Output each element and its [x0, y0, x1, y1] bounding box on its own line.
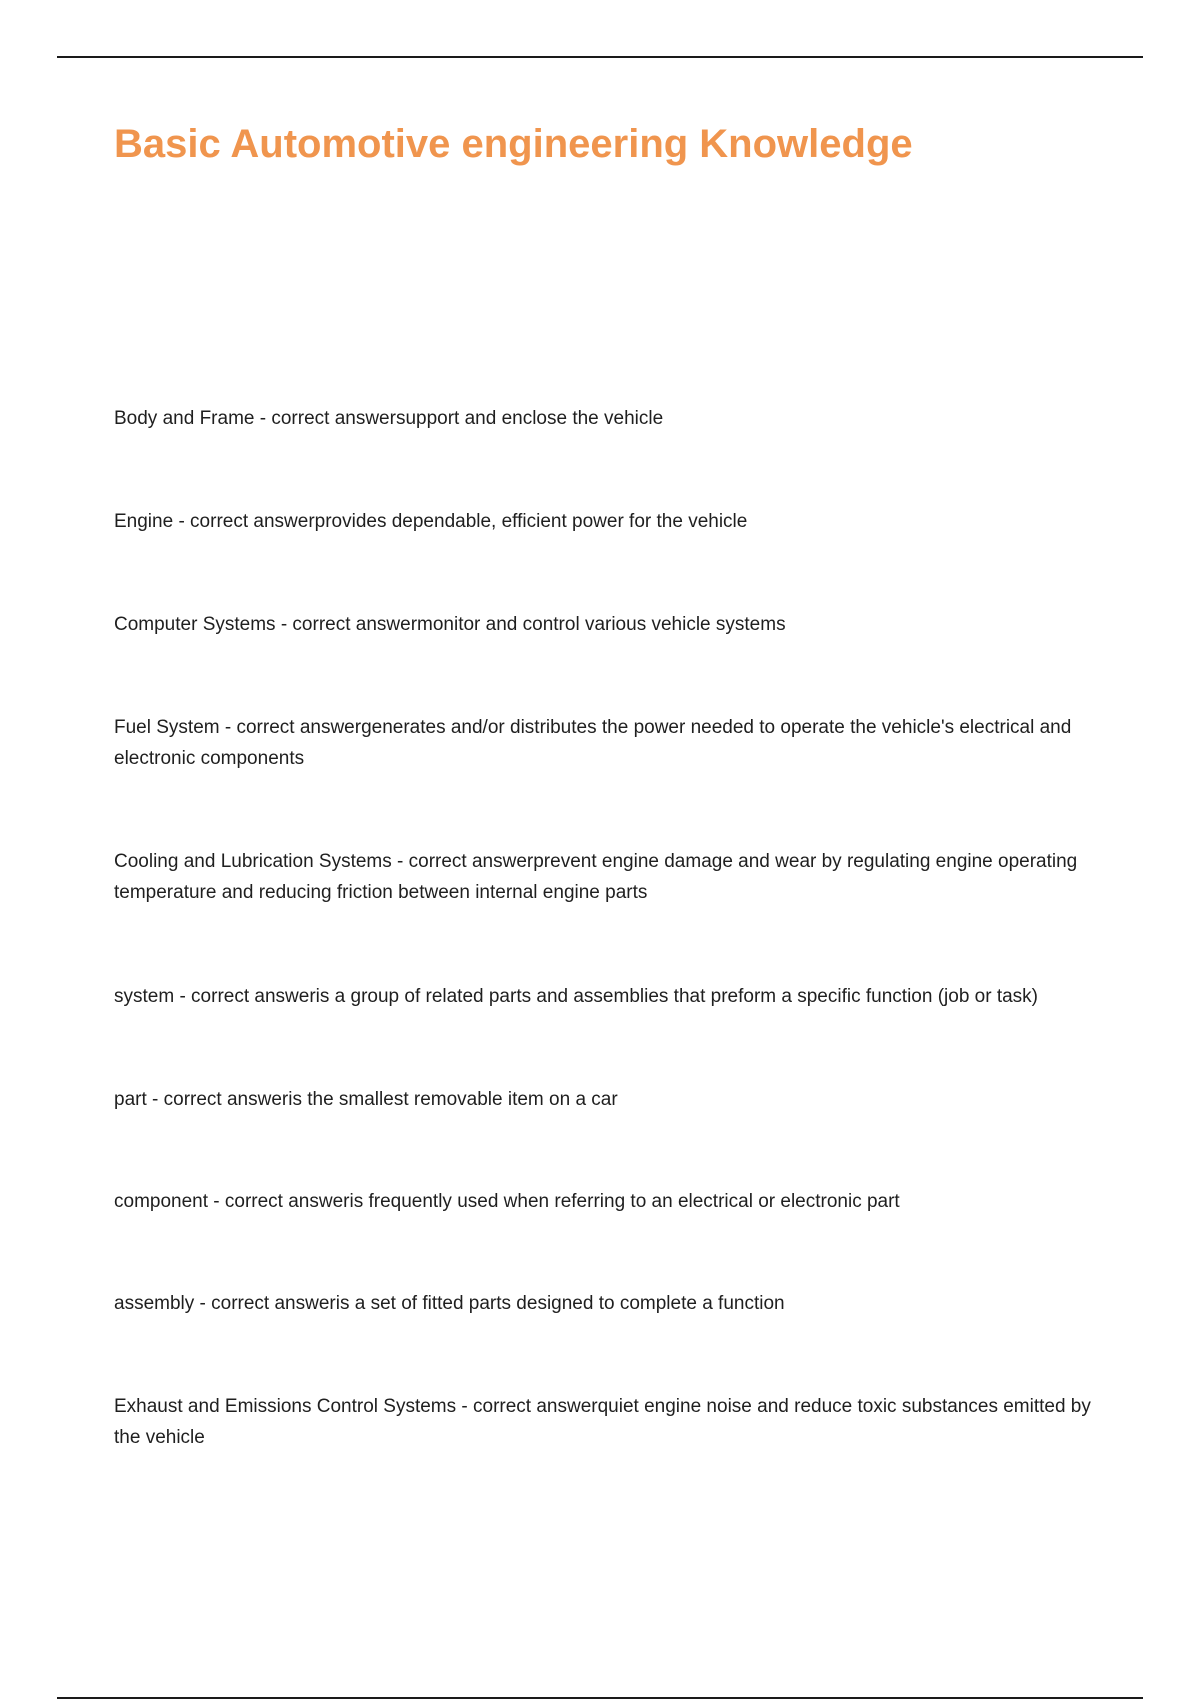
document-title: Basic Automotive engineering Knowledge	[114, 122, 913, 166]
entry-cooling-lubrication: Cooling and Lubrication Systems - correct answerprevent engine damage and wear by regulating engine operating temperature and reducing friction between internal engine parts	[114, 851, 1078, 903]
entry-exhaust-emissions: Exhaust and Emissions Control Systems - correct answerquiet engine noise and reduce toxic substances emitted by the vehicle	[114, 1396, 1091, 1448]
entry-assembly: assembly - correct answeris a set of fitted parts designed to complete a function	[114, 1293, 785, 1314]
entry-component: component - correct answeris frequently used when referring to an electrical or electronic part	[114, 1191, 900, 1212]
entry-part: part - correct answeris the smallest removable item on a car	[114, 1089, 618, 1110]
entry-fuel-system: Fuel System - correct answergenerates and/or distributes the power needed to operate the vehicle's electrical and electronic components	[114, 717, 1072, 769]
entry-system: system - correct answeris a group of related parts and assemblies that preform a specific function (job or task)	[114, 986, 1039, 1007]
entry-engine: Engine - correct answerprovides dependable, efficient power for the vehicle	[114, 511, 748, 532]
header-rule	[57, 56, 1143, 58]
entry-body-and-frame: Body and Frame - correct answersupport and enclose the vehicle	[114, 408, 664, 429]
entry-computer-systems: Computer Systems - correct answermonitor and control various vehicle systems	[114, 614, 786, 635]
footer-rule	[57, 1697, 1143, 1699]
